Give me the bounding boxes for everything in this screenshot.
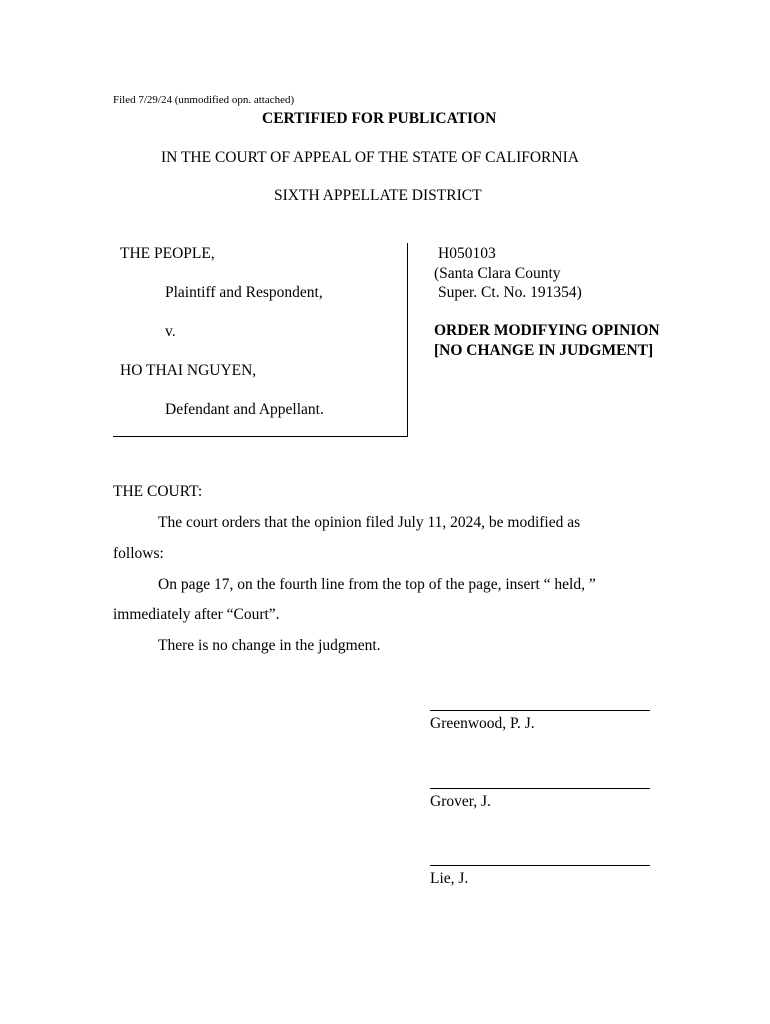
case-number: H050103 bbox=[438, 245, 496, 262]
versus: v. bbox=[165, 323, 176, 340]
plaintiff-role: Plaintiff and Respondent, bbox=[165, 284, 323, 301]
signature-line bbox=[430, 710, 650, 711]
signatory-name: Lie, J. bbox=[430, 870, 469, 887]
signature-line bbox=[430, 788, 650, 789]
paragraph-1-line2: follows: bbox=[113, 545, 164, 562]
caption-vertical-rule bbox=[407, 243, 408, 437]
the-court-label: THE COURT: bbox=[113, 483, 203, 500]
paragraph-3: There is no change in the judgment. bbox=[158, 637, 381, 654]
district-name: SIXTH APPELLATE DISTRICT bbox=[274, 187, 482, 204]
caption-bottom-rule bbox=[113, 436, 408, 437]
county-line1: (Santa Clara County bbox=[434, 265, 561, 282]
paragraph-1-line1: The court orders that the opinion filed July 11, 2024, be modified as bbox=[158, 514, 581, 531]
paragraph-2-line2: immediately after “Court”. bbox=[113, 606, 280, 623]
certified-heading: CERTIFIED FOR PUBLICATION bbox=[262, 110, 497, 127]
order-title-line2: [NO CHANGE IN JUDGMENT] bbox=[434, 342, 654, 359]
order-title-line1: ORDER MODIFYING OPINION bbox=[434, 322, 660, 339]
paragraph-2-line1: On page 17, on the fourth line from the top of the page, insert “ held, ” bbox=[158, 576, 596, 593]
court-name: IN THE COURT OF APPEAL OF THE STATE OF CALIFORNIA bbox=[161, 149, 579, 166]
plaintiff-name: THE PEOPLE, bbox=[120, 245, 215, 262]
signature-line bbox=[430, 865, 650, 866]
signatory-name: Grover, J. bbox=[430, 793, 491, 810]
defendant-role: Defendant and Appellant. bbox=[165, 401, 324, 418]
defendant-name: HO THAI NGUYEN, bbox=[120, 362, 257, 379]
filed-note: Filed 7/29/24 (unmodified opn. attached) bbox=[113, 94, 295, 106]
signatory-name: Greenwood, P. J. bbox=[430, 715, 535, 732]
county-line2: Super. Ct. No. 191354) bbox=[438, 284, 582, 301]
